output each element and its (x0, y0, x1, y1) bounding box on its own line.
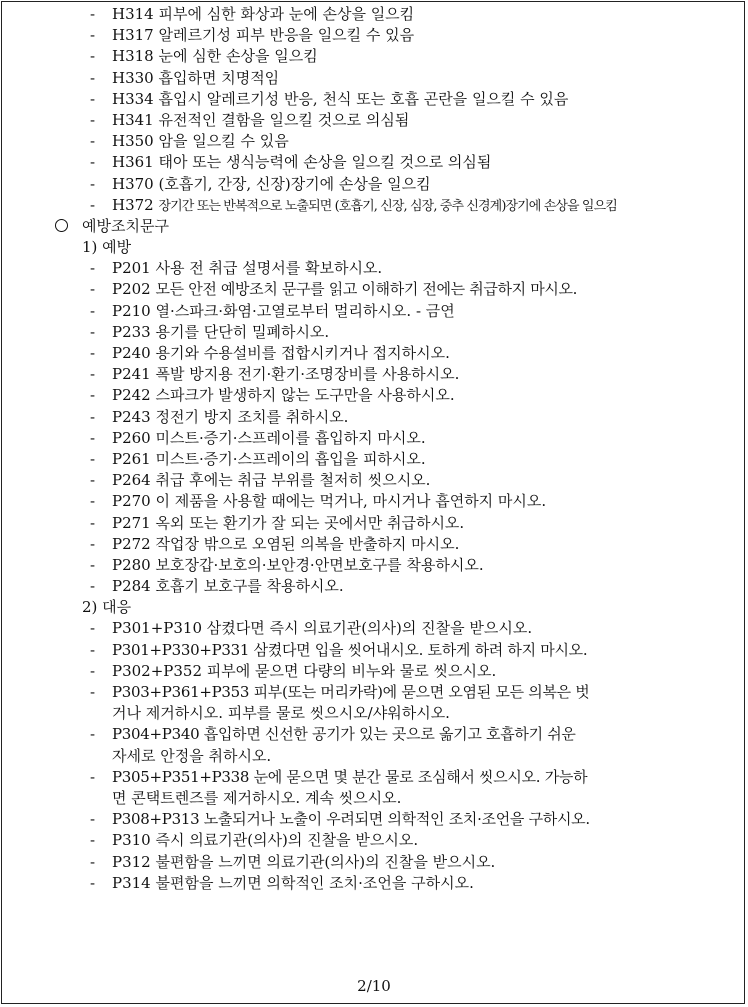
statement-code: H372 (112, 195, 159, 214)
statement-code: P210 (112, 301, 156, 320)
hazard-statement-h361 (0, 152, 744, 173)
statement-body: 암을 일으킬 수 있음 (158, 132, 289, 151)
statement-text: P301+P310 삼켰다면 즉시 의료기관(의사)의 진찰을 받으시오. (112, 619, 533, 638)
response-line (0, 640, 744, 661)
list-dash: - (90, 68, 96, 87)
response-item-p305-p351-p338 (0, 767, 744, 809)
statement-body: 스파크가 발생하지 않는 도구만을 사용하시오. (155, 386, 455, 405)
statement-body: 용기를 단단히 밀폐하시오. (155, 322, 330, 341)
list-dash: - (90, 89, 96, 108)
statement-body: 유전적인 결함을 일으킬 것으로 의심됨 (158, 110, 410, 129)
list-dash: - (90, 577, 96, 596)
subsection-title: 1) 예방 (82, 238, 132, 257)
prevention-item-p260 (0, 428, 744, 449)
statement-body: 모든 안전 예방조치 문구를 읽고 이해하기 전에는 취급하지 마시오. (155, 280, 578, 299)
list-dash: - (90, 534, 96, 553)
list-dash: - (90, 153, 96, 172)
response-continuation-line (0, 788, 744, 809)
list-dash: - (90, 640, 96, 659)
prevention-item-p243 (0, 407, 744, 428)
hazard-statement-h314 (0, 4, 744, 25)
statement-code: P264 (112, 471, 156, 490)
statement-text: 자세로 안정을 취하시오. (112, 746, 272, 765)
response-heading (0, 597, 744, 618)
statement-body: 작업장 밖으로 오염된 의복을 반출하지 마시오. (155, 534, 460, 553)
statement-text: P308+P313 노출되거나 노출이 우려되면 의학적인 조치·조언을 구하시오. (112, 810, 590, 829)
list-dash: - (90, 852, 96, 871)
statement-body: 피부에 심한 화상과 눈에 손상을 일으킴 (158, 5, 415, 23)
statement-text (112, 449, 426, 470)
response-line (0, 873, 744, 894)
page-number: 2/10 (357, 977, 391, 995)
prevention-item-p272 (0, 534, 744, 555)
list-dash: - (90, 683, 96, 701)
statement-body: 미스트·증기·스프레이를 흡입하지 마시오. (155, 428, 426, 447)
statement-text (112, 4, 414, 25)
list-dash: - (90, 661, 96, 680)
statement-text: 거나 제거하시오. 피부를 물로 씻으시오/샤워하시오. (112, 704, 450, 723)
list-dash: - (90, 767, 96, 786)
list-dash: - (90, 47, 96, 66)
statement-code: P280 (112, 555, 156, 574)
statement-text (112, 534, 459, 555)
statement-text: P301+P330+P331 삼켰다면 입을 씻어내시오. 토하게 하려 하지 마시오. (112, 640, 588, 659)
prevention-item-p233 (0, 322, 744, 343)
statement-body: 태아 또는 생식능력에 손상을 일으킬 것으로 의심됨 (158, 153, 492, 172)
statement-text (112, 68, 279, 89)
prevention-item-p242 (0, 385, 744, 406)
statement-text (112, 385, 455, 406)
statement-body: 미스트·증기·스프레이의 흡입을 피하시오. (155, 449, 426, 468)
statement-body: (호흡기, 간장, 신장)장기에 손상을 일으킴 (158, 174, 431, 193)
response-continuation-line (0, 746, 744, 767)
response-item-p304-p340 (0, 724, 744, 766)
statement-text: P302+P352 피부에 묻으면 다량의 비누와 물로 씻으시오. (112, 661, 497, 680)
document-body (0, 4, 744, 894)
statement-code: P242 (112, 386, 156, 405)
list-dash: - (90, 322, 96, 341)
statement-text (112, 513, 464, 534)
list-dash: - (90, 26, 96, 45)
list-dash: - (90, 449, 96, 468)
statement-text (112, 110, 409, 131)
statement-body: 흡입하면 치명적임 (158, 68, 280, 87)
statement-code: H341 (112, 110, 159, 129)
hazard-statement-list (0, 4, 744, 216)
statement-body: 폭발 방지용 전기·환기·조명장비를 사용하시오. (155, 365, 460, 384)
statement-code: P284 (112, 577, 156, 596)
list-dash: - (90, 471, 96, 490)
statement-code: P271 (112, 513, 156, 532)
statement-body: 보호장갑·보호의·보안경·안면보호구를 착용하시오. (155, 555, 484, 574)
statement-text (112, 470, 430, 491)
statement-body: 취급 후에는 취급 부위를 철저히 씻으시오. (155, 471, 431, 490)
response-item-p310 (0, 830, 744, 851)
response-line (0, 682, 744, 703)
prevention-item-p241 (0, 364, 744, 385)
list-dash: - (90, 873, 96, 892)
prevention-item-p271 (0, 513, 744, 534)
list-dash: - (90, 428, 96, 447)
response-list (0, 618, 744, 893)
response-line (0, 852, 744, 873)
statement-text: P310 즉시 의료기관(의사)의 진찰을 받으시오. (112, 831, 419, 850)
hazard-statement-h334 (0, 89, 744, 110)
statement-body: 옥외 또는 환기가 잘 되는 곳에서만 취급하시오. (155, 513, 465, 532)
subsection-title: 2) 대응 (82, 598, 132, 617)
statement-body: 호흡기 보호구를 착용하시오. (155, 577, 344, 596)
statement-code: H314 (112, 5, 159, 23)
response-item-p301-p310 (0, 618, 744, 639)
list-dash: - (90, 110, 96, 129)
hazard-statement-h370 (0, 174, 744, 195)
list-dash: - (90, 831, 96, 850)
list-dash: - (90, 725, 96, 744)
response-item-p302-p352 (0, 661, 744, 682)
list-dash: - (90, 386, 96, 405)
statement-body: 용기와 수용설비를 접합시키거나 접지하시오. (155, 344, 450, 362)
list-dash: - (90, 280, 96, 299)
statement-code: P272 (112, 534, 156, 553)
prevention-item-p202 (0, 279, 744, 300)
prevention-item-p280 (0, 555, 744, 576)
statement-text (112, 343, 450, 364)
statement-text (112, 152, 491, 173)
prevention-item-p284 (0, 576, 744, 597)
response-item-p314 (0, 873, 744, 894)
statement-code: P240 (112, 344, 156, 362)
list-dash: - (90, 259, 96, 278)
response-line (0, 661, 744, 682)
statement-text: P305+P351+P338 눈에 묻으면 몇 분간 물로 조심해서 씻으시오. 가능하 (112, 767, 588, 786)
response-item-p301-p330-p331 (0, 640, 744, 661)
statement-body: 열·스파크·화염·고열로부터 멀리하시오. - 금연 (155, 301, 455, 320)
list-dash: - (90, 174, 96, 193)
statement-text (112, 279, 577, 300)
statement-code: H317 (112, 26, 159, 45)
prevention-item-p240 (0, 343, 744, 364)
section-title: 예방조치문구 (82, 216, 169, 235)
prevention-item-p201 (0, 258, 744, 279)
statement-code: P270 (112, 492, 156, 511)
list-dash: - (90, 555, 96, 574)
statement-code: H318 (112, 47, 159, 66)
prevention-item-p210 (0, 301, 744, 322)
statement-text (112, 576, 344, 597)
statement-code: P241 (112, 365, 156, 384)
list-dash: - (90, 492, 96, 511)
statement-code: H330 (112, 68, 159, 87)
statement-code: P233 (112, 322, 156, 341)
prevention-item-p264 (0, 470, 744, 491)
hazard-statement-h341 (0, 110, 744, 131)
statement-body: 정전기 방지 조치를 취하시오. (155, 407, 349, 426)
statement-text: P303+P361+P353 피부(또는 머리카락)에 묻으면 오염된 모든 의복은 벗 (112, 683, 590, 701)
statement-body: 장기간 또는 반복적으로 노출되면 (호흡기, 신장, 심장, 중추 신경계)장기에 손상을 일으킴 (158, 198, 617, 214)
statement-text (112, 428, 426, 449)
statement-text (112, 364, 459, 385)
statement-body: 이 제품을 사용할 때에는 먹거나, 마시거나 흡연하지 마시오. (155, 492, 547, 511)
hazard-statement-h372 (0, 195, 744, 216)
statement-text: P314 불편함을 느끼면 의학적인 조치·조언을 구하시오. (112, 873, 474, 892)
statement-code: H350 (112, 132, 159, 151)
response-item-p308-p313 (0, 809, 744, 830)
statement-code: H334 (112, 89, 159, 108)
statement-text: P312 불편함을 느끼면 의료기관(의사)의 진찰을 받으시오. (112, 852, 496, 871)
statement-body: 사용 전 취급 설명서를 확보하시오. (155, 259, 383, 278)
circle-bullet-icon (55, 219, 68, 232)
statement-code: P202 (112, 280, 156, 299)
statement-code: H361 (112, 153, 159, 172)
list-dash: - (90, 407, 96, 426)
hazard-statement-h330 (0, 68, 744, 89)
statement-text: 면 콘택트렌즈를 제거하시오. 계속 씻으시오. (112, 788, 402, 807)
statement-text (112, 89, 568, 110)
statement-code: P243 (112, 407, 156, 426)
precaution-section-heading (0, 216, 744, 237)
statement-body: 알레르기성 피부 반응을 일으킬 수 있음 (158, 26, 415, 45)
statement-code: P260 (112, 428, 156, 447)
statement-body: 흡입시 알레르기성 반응, 천식 또는 호흡 곤란을 일으킬 수 있음 (158, 89, 569, 108)
response-item-p312 (0, 852, 744, 873)
statement-text (112, 555, 484, 576)
statement-text (112, 258, 382, 279)
statement-body: 눈에 심한 손상을 일으킴 (158, 47, 318, 66)
list-dash: - (90, 5, 96, 23)
list-dash: - (90, 365, 96, 384)
response-line (0, 830, 744, 851)
response-line (0, 809, 744, 830)
hazard-statement-h350 (0, 131, 744, 152)
statement-text (112, 131, 289, 152)
response-line (0, 767, 744, 788)
prevention-item-p270 (0, 491, 744, 512)
statement-text (112, 195, 617, 217)
hazard-statement-h317 (0, 25, 744, 46)
response-line (0, 724, 744, 745)
response-item-p303-p361-p353 (0, 682, 744, 724)
statement-code: P261 (112, 449, 156, 468)
response-line (0, 618, 744, 639)
list-dash: - (90, 195, 96, 214)
prevention-item-p261 (0, 449, 744, 470)
list-dash: - (90, 344, 96, 362)
list-dash: - (90, 301, 96, 320)
response-continuation-line (0, 703, 744, 724)
statement-text (112, 25, 414, 46)
prevention-list (0, 258, 744, 597)
list-dash: - (90, 513, 96, 532)
statement-text (112, 46, 318, 67)
statement-text (112, 407, 348, 428)
statement-code: H370 (112, 174, 159, 193)
list-dash: - (90, 619, 96, 638)
prevention-heading (0, 237, 744, 258)
statement-text (112, 491, 546, 512)
list-dash: - (90, 810, 96, 829)
statement-text (112, 322, 329, 343)
statement-text: P304+P340 흡입하면 신선한 공기가 있는 곳으로 옮기고 호흡하기 쉬운 (112, 725, 576, 744)
statement-code: P201 (112, 259, 156, 278)
list-dash: - (90, 132, 96, 151)
statement-text (112, 301, 455, 322)
hazard-statement-h318 (0, 46, 744, 67)
statement-text (112, 174, 431, 195)
